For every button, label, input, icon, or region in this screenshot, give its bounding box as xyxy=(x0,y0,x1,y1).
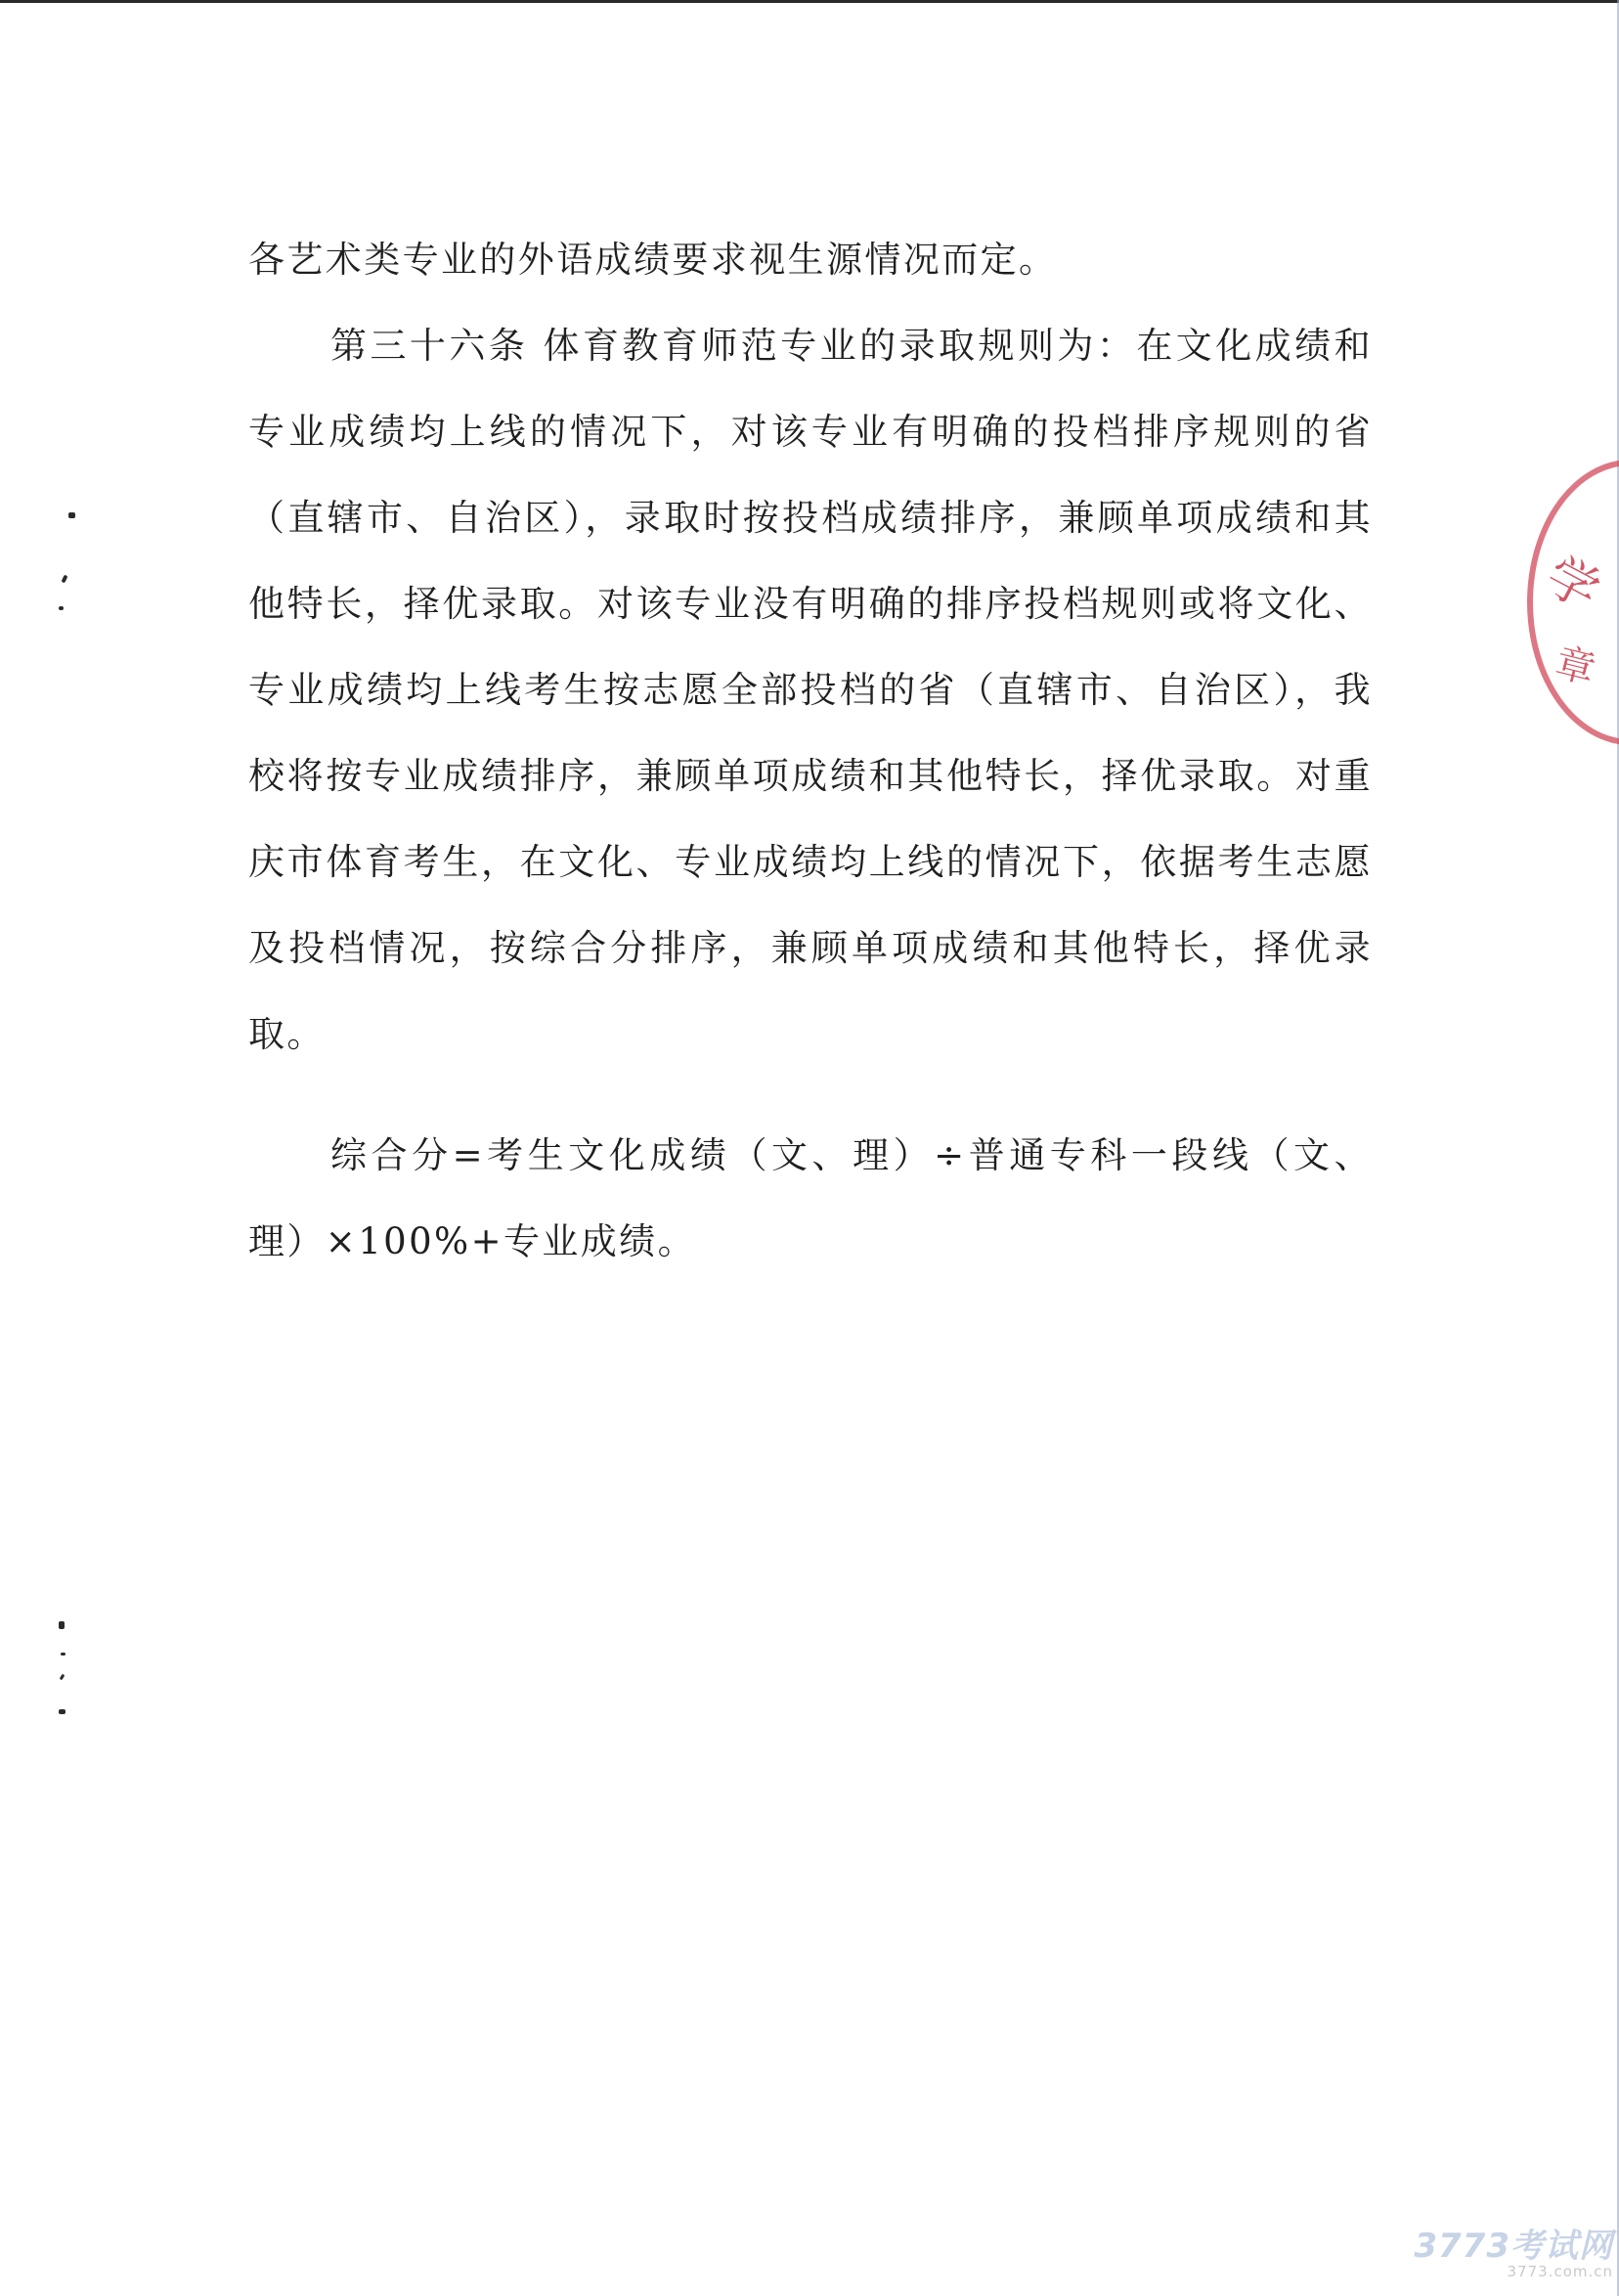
scan-edge-top xyxy=(0,0,1619,3)
paragraph-article-36: 第三十六条 体育教育师范专业的录取规则为：在文化成绩和专业成绩均上线的情况下，对该专业有明确的投档排序规则的省（直辖市、自治区），录取时按投档成绩排序，兼顾单项成绩和其他特长，择优录取。对该专业没有明确的排序投档规则或将文化、专业成绩均上线考生按志愿全部投档的省（直辖市、自治区），我校将按专业成绩排序，兼顾单项成绩和其他特长，择优录取。对重庆市体育考生，在文化、专业成绩均上线的情况下，依据考生志愿及投档情况，按综合分排序，兼顾单项成绩和其他特长，择优录取。 xyxy=(248,325,1373,1055)
binding-mark xyxy=(61,575,67,584)
document-body xyxy=(248,217,1373,1285)
paragraph-formula: 综合分=考生文化成绩（文、理）÷普通专科一段线（文、理）×100%+专业成绩。 xyxy=(248,1134,1373,1262)
binding-mark xyxy=(61,1653,66,1656)
binding-mark xyxy=(68,512,75,518)
seal-char: 学 xyxy=(1536,546,1609,623)
binding-mark xyxy=(59,606,64,610)
binding-mark xyxy=(59,1709,66,1714)
paragraph-continuation: 各艺术类专业的外语成绩要求视生源情况而定。 xyxy=(248,239,1058,281)
binding-mark xyxy=(60,1674,66,1681)
watermark xyxy=(1414,2219,1613,2280)
watermark-main: 3773考试网 xyxy=(1414,2227,1613,2266)
watermark-sub: 3773.com.cn xyxy=(1507,2263,1613,2280)
binding-mark xyxy=(59,1621,65,1629)
seal-char: 章 xyxy=(1551,640,1600,694)
